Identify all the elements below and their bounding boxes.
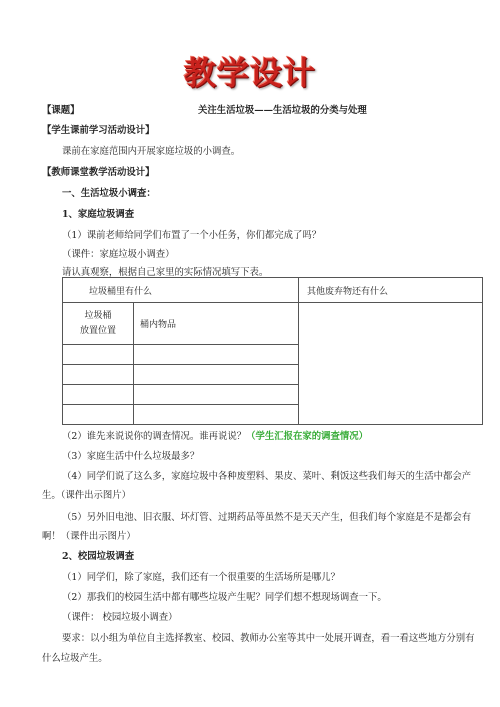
requirement-line-1: 要求：以小组为单位自主选择教室、校园、教师办公室等其中一处展开调查，看一看这些地方分别有 — [62, 633, 475, 644]
table-bin-location-label — [63, 303, 134, 345]
table-location-label: 放置位置 — [80, 325, 117, 336]
table-cell[interactable] — [63, 345, 134, 365]
table-cell[interactable] — [134, 405, 299, 425]
subsection-1-heading: 1、家庭垃圾调查 — [62, 209, 135, 220]
table-cell[interactable] — [63, 385, 134, 405]
table-cell[interactable] — [63, 365, 134, 385]
subsection-2-heading: 2、校园垃圾调查 — [62, 551, 135, 562]
table-other-waste-cell[interactable] — [299, 303, 483, 425]
section-1-heading: 一、生活垃圾小调查： — [62, 188, 156, 199]
question-4-line-1: （4）同学们说了这么多，家庭垃圾中各种废塑料、果皮、菜叶、剩饭这些我们每天的生活中都会产 — [62, 471, 472, 482]
school-survey-note: （课件： 校园垃圾小调查） — [62, 612, 178, 623]
question-1: （1）课前老师给同学们布置了一个小任务，你们都完成了吗？ — [62, 230, 322, 241]
question-5-line-1: （5）另外旧电池、旧衣服、坏灯管、过期药品等虽然不是天天产生，但我们每个家庭是不是都会有 — [62, 512, 472, 523]
school-question-2: （2）那我们的校园生活中都有哪些垃圾产生呢？同学们想不想现场调查一下。 — [62, 592, 387, 603]
topic-title: 关注生活垃圾——生活垃圾的分类与处理 — [198, 105, 367, 116]
question-1-note: （课件：家庭垃圾小调查） — [62, 249, 175, 260]
topic-label: 【课题】 — [42, 105, 80, 116]
requirement-line-2: 什么垃圾产生。 — [42, 653, 108, 664]
pre-class-heading: 【学生课前学习活动设计】 — [42, 125, 155, 136]
table-instruction: 请认真观察，根据自己家里的实际情况填写下表。 — [62, 267, 269, 278]
table-cell[interactable] — [134, 365, 299, 385]
question-3: （3）家庭生活中什么垃圾最多？ — [62, 451, 200, 462]
in-class-heading: 【教师课堂教学活动设计】 — [42, 167, 155, 178]
household-survey-table — [62, 277, 483, 425]
table-header-other-waste: 其他废弃物还有什么 — [299, 278, 483, 303]
table-contents-header: 桶内物品 — [134, 303, 299, 345]
table-cell[interactable] — [134, 345, 299, 365]
table-header-bin-contents: 垃圾桶里有什么 — [63, 278, 299, 303]
table-bin-label: 垃圾桶 — [84, 310, 112, 321]
school-question-1: （1）同学们，除了家庭，我们还有一个很重要的生活场所是哪儿？ — [62, 572, 340, 583]
page-banner-title: 教学设计 — [183, 54, 316, 92]
table-cell[interactable] — [134, 385, 299, 405]
question-5-line-2: 啊！（课件出示图片） — [42, 531, 136, 542]
table-cell[interactable] — [63, 405, 134, 425]
pre-class-text: 课前在家庭范围内开展家庭垃圾的小调查。 — [62, 146, 241, 157]
question-2-highlight: （学生汇报在家的调查情况） — [246, 431, 368, 442]
question-4-line-2: 生。（课件出示图片） — [42, 490, 132, 501]
question-2-text: （2）谁先来说说你的调查情况。谁再说说？ — [62, 431, 247, 442]
question-2 — [62, 430, 368, 443]
